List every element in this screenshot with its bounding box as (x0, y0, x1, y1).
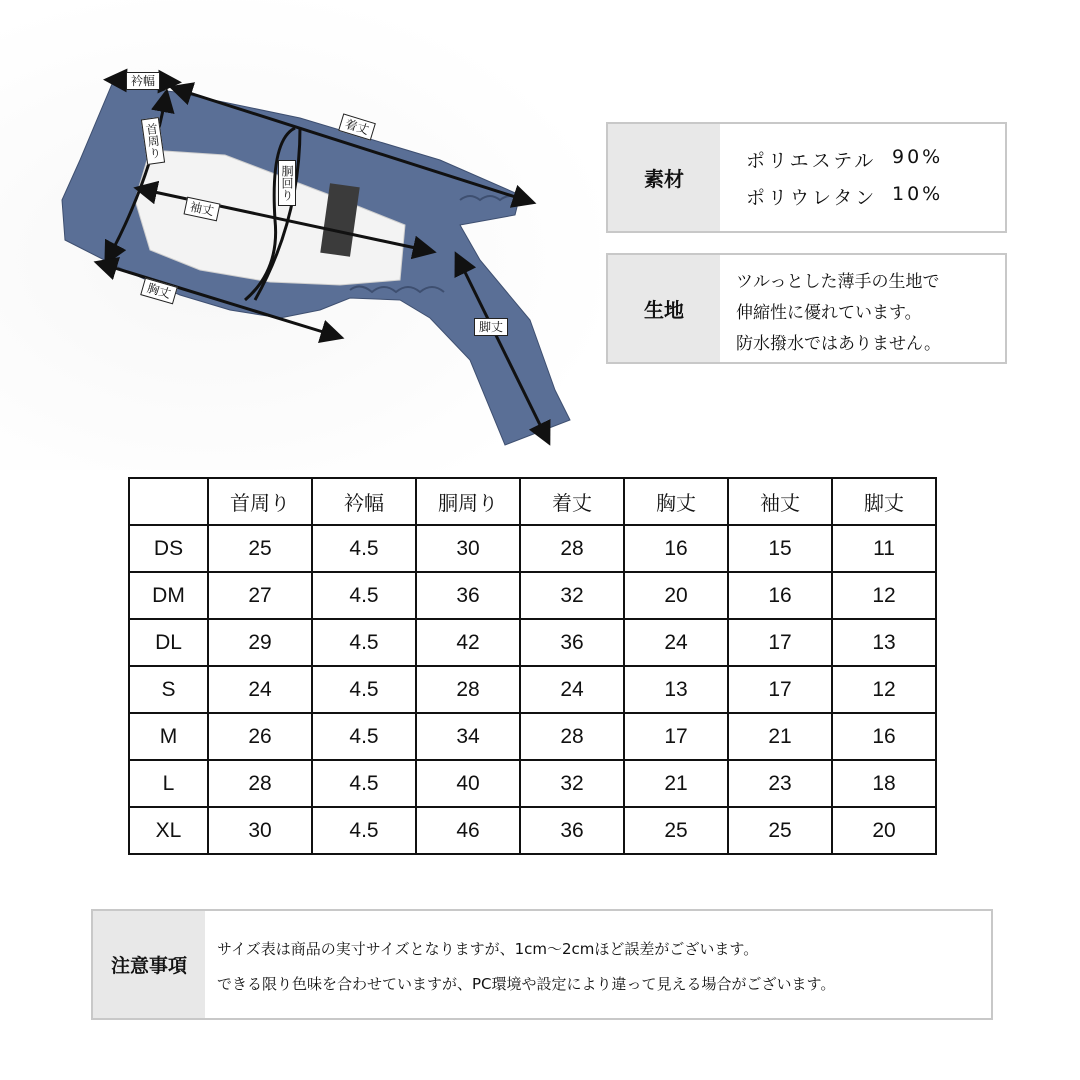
notice-box (91, 909, 993, 1020)
value-cell: 46 (416, 807, 520, 854)
value-cell: 30 (208, 807, 312, 854)
size-cell: S (129, 666, 208, 713)
value-cell: 15 (728, 525, 832, 572)
value-cell: 25 (728, 807, 832, 854)
value-cell: 21 (728, 713, 832, 760)
header-cell: 胴周り (416, 478, 520, 525)
fabric-heading: 生地 (608, 255, 720, 362)
notice-line: できる限り色味を合わせていますが、PC環境や設定により違って見える場合がございます。 (217, 975, 836, 993)
table-header-row (129, 478, 936, 525)
size-cell: L (129, 760, 208, 807)
value-cell: 27 (208, 572, 312, 619)
value-cell: 13 (832, 619, 936, 666)
value-cell: 4.5 (312, 619, 416, 666)
value-cell: 24 (520, 666, 624, 713)
garment-illustration (0, 0, 600, 470)
table-row (129, 760, 936, 807)
material-box (606, 122, 1007, 233)
material-pct: 10% (892, 183, 944, 205)
value-cell: 30 (416, 525, 520, 572)
label-chest: 胸丈 (140, 278, 178, 305)
table-row (129, 572, 936, 619)
value-cell: 24 (624, 619, 728, 666)
value-cell: 36 (520, 619, 624, 666)
table-row (129, 713, 936, 760)
garment-diagram (0, 0, 600, 470)
value-cell: 40 (416, 760, 520, 807)
value-cell: 36 (416, 572, 520, 619)
fabric-line: 防水撥水ではありません。 (736, 334, 942, 354)
value-cell: 29 (208, 619, 312, 666)
size-cell: M (129, 713, 208, 760)
value-cell: 11 (832, 525, 936, 572)
value-cell: 20 (624, 572, 728, 619)
notice-heading: 注意事項 (93, 911, 205, 1018)
notice-line: サイズ表は商品の実寸サイズとなりますが、1cm〜2cmほど誤差がございます。 (217, 940, 759, 958)
fabric-box (606, 253, 1007, 364)
value-cell: 13 (624, 666, 728, 713)
value-cell: 34 (416, 713, 520, 760)
value-cell: 4.5 (312, 713, 416, 760)
value-cell: 4.5 (312, 572, 416, 619)
fabric-line: 伸縮性に優れています。 (736, 303, 922, 323)
value-cell: 42 (416, 619, 520, 666)
label-leg: 脚丈 (474, 318, 508, 336)
size-cell: XL (129, 807, 208, 854)
value-cell: 4.5 (312, 666, 416, 713)
table-row (129, 666, 936, 713)
value-cell: 24 (208, 666, 312, 713)
value-cell: 17 (728, 666, 832, 713)
header-cell: 着丈 (520, 478, 624, 525)
value-cell: 17 (728, 619, 832, 666)
size-cell: DL (129, 619, 208, 666)
value-cell: 28 (520, 525, 624, 572)
label-waist: 胴回り (278, 160, 296, 206)
value-cell: 12 (832, 572, 936, 619)
value-cell: 25 (624, 807, 728, 854)
value-cell: 20 (832, 807, 936, 854)
value-cell: 4.5 (312, 525, 416, 572)
header-cell: 袖丈 (728, 478, 832, 525)
header-cell: 脚丈 (832, 478, 936, 525)
material-pct: 90% (892, 146, 944, 168)
value-cell: 4.5 (312, 807, 416, 854)
fabric-line: ツルっとした薄手の生地で (736, 272, 940, 292)
table-row (129, 525, 936, 572)
material-name: ポリウレタン (746, 187, 878, 209)
value-cell: 12 (832, 666, 936, 713)
label-length: 着丈 (338, 113, 376, 140)
table-row (129, 807, 936, 854)
value-cell: 36 (520, 807, 624, 854)
value-cell: 16 (624, 525, 728, 572)
value-cell: 4.5 (312, 760, 416, 807)
value-cell: 18 (832, 760, 936, 807)
label-neck: 首周り (141, 117, 165, 165)
value-cell: 25 (208, 525, 312, 572)
header-cell: 首周り (208, 478, 312, 525)
table-row (129, 619, 936, 666)
header-cell: 胸丈 (624, 478, 728, 525)
value-cell: 26 (208, 713, 312, 760)
size-cell: DM (129, 572, 208, 619)
value-cell: 32 (520, 760, 624, 807)
value-cell: 21 (624, 760, 728, 807)
value-cell: 28 (520, 713, 624, 760)
value-cell: 32 (520, 572, 624, 619)
material-heading: 素材 (608, 124, 720, 231)
value-cell: 28 (208, 760, 312, 807)
label-collar-width: 衿幅 (126, 72, 160, 90)
label-sleeve: 袖丈 (184, 197, 221, 222)
value-cell: 16 (832, 713, 936, 760)
size-cell: DS (129, 525, 208, 572)
header-cell: 衿幅 (312, 478, 416, 525)
value-cell: 23 (728, 760, 832, 807)
material-name: ポリエステル (746, 150, 877, 172)
value-cell: 17 (624, 713, 728, 760)
value-cell: 16 (728, 572, 832, 619)
header-cell (129, 478, 208, 525)
value-cell: 28 (416, 666, 520, 713)
size-table (128, 477, 937, 855)
